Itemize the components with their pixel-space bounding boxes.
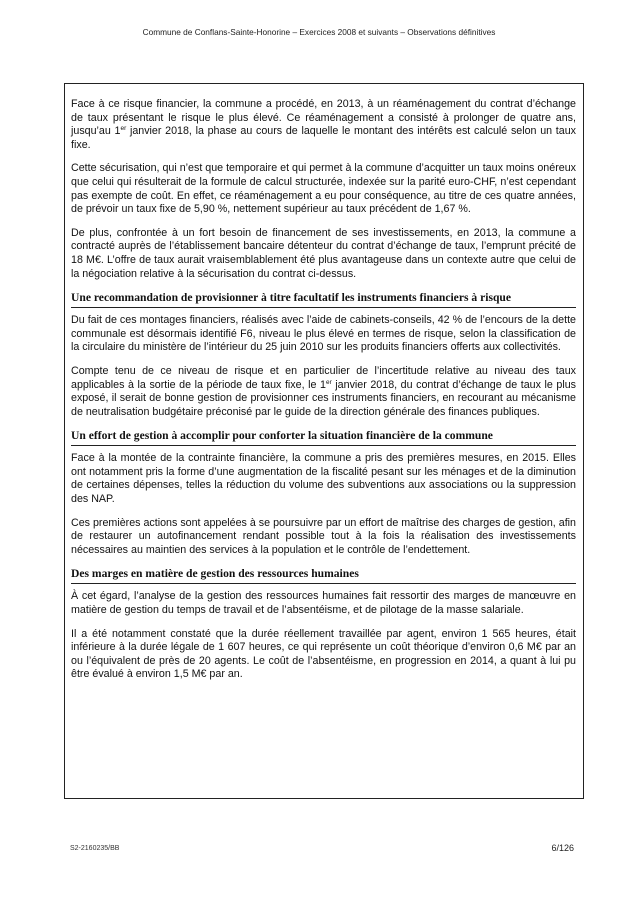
paragraph-5 <box>71 365 576 419</box>
paragraph-9: Il a été notamment constaté que la durée réellement travaillée par agent, environ 1 565 heures, était inférieure à la durée légale de 1 607 heures, ce qui représente un coût théorique d’environ 0,6 M€ par an ou l’équivalent de près de 20 agents. Le coût de l’absentéisme, en progression en 2014, a quant à lui pu être évalué à environ 1,5 M€ par an. <box>71 627 576 681</box>
paragraph-2: Cette sécurisation, qui n’est que temporaire et qui permet à la commune d’acquitter un taux moins onéreux que celui qui résulterait de la formule de calcul structurée, indexée sur la parité euro-CHF, n’est cependant pas exempte de coût. En effet, ce réaménagement a eu pour conséquence, au titre de ces quatre années, de prévoir un taux fixe de 5,90 %, nettement supérieur au taux précédent de 1,67 %. <box>71 162 576 216</box>
document-reference: S2-2160235/BB <box>70 845 120 852</box>
paragraph-3: De plus, confrontée à un fort besoin de financement de ses investissements, en 2013, la commune a contracté auprès de l’établissement bancaire détenteur du contrat d’échange de taux, l’emprunt précité de 18 M€. L’offre de taux aurait vraisemblablement été plus avantageuse dans un contexte autre que celui de la négociation relative à la sécurisation du contrat ci-dessus. <box>71 226 576 280</box>
summary-box <box>64 83 584 799</box>
section-heading-rh: Des marges en matière de gestion des ressources humaines <box>71 567 576 584</box>
paragraph-1 <box>71 98 576 152</box>
paragraph-5-text-b: janvier 2018, du contrat d’échange de taux le plus exposé, il serait de bonne gestion de provisionner ces instruments financiers, en recourant au mécanisme de neutralisation budgétaire préconisé par le guide de la direction générale des finances publiques. <box>71 378 576 418</box>
paragraph-4: Du fait de ces montages financiers, réalisés avec l’aide de cabinets-conseils, 42 % de l’encours de la dette communale est désormais identifié F6, niveau le plus élevé en termes de risque, selon la classification de la circulaire du ministère de l’intérieur du 25 juin 2010 sur les produits financiers offerts aux collectivités. <box>71 314 576 354</box>
paragraph-5-text-a: Compte tenu de ce niveau de risque et en particulier de l’incertitude relative au niveau des taux applicables à la sortie de la période de taux fixe, le 1 <box>71 364 576 391</box>
paragraph-6: Face à la montée de la contrainte financière, la commune a pris des premières mesures, en 2015. Elles ont notamment pris la forme d’une augmentation de la fiscalité pesant sur les ménages et de la diminution de certaines dépenses, telles la réduction du volume des subventions aux associations ou la suppression des NAP. <box>71 452 576 506</box>
paragraph-8: À cet égard, l’analyse de la gestion des ressources humaines fait ressortir des marges de manœuvre en matière de gestion du temps de travail et de l’absentéisme, et de pilotage de la masse salariale. <box>71 590 576 617</box>
superscript-er: er <box>325 378 332 386</box>
paragraph-7: Ces premières actions sont appelées à se poursuivre par un effort de maîtrise des charges de gestion, afin de restaurer un autofinancement rendant possible tout à la fois la réalisation des investissements nécessaires au maintien des services à la population et le contrôle de l’endettement. <box>71 516 576 556</box>
section-heading-effort: Un effort de gestion à accomplir pour conforter la situation financière de la commune <box>71 429 576 446</box>
section-heading-provision: Une recommandation de provisionner à titre facultatif les instruments financiers à risque <box>71 291 576 308</box>
paragraph-1-text-b: janvier 2018, la phase au cours de laquelle le montant des intérêts est calculé selon un taux fixe. <box>71 125 576 151</box>
superscript-er: er <box>120 125 127 133</box>
page-number: 6/126 <box>551 843 574 853</box>
running-header: Commune de Conflans-Sainte-Honorine – Exercices 2008 et suivants – Observations définitives <box>142 27 496 37</box>
paragraph-1-text-a: Face à ce risque financier, la commune a procédé, en 2013, à un réaménagement du contrat d’échange de taux présentant le risque le plus élevé. Ce réaménagement a consisté à prolonger de quatre ans, jusqu’au 1 <box>71 98 576 138</box>
